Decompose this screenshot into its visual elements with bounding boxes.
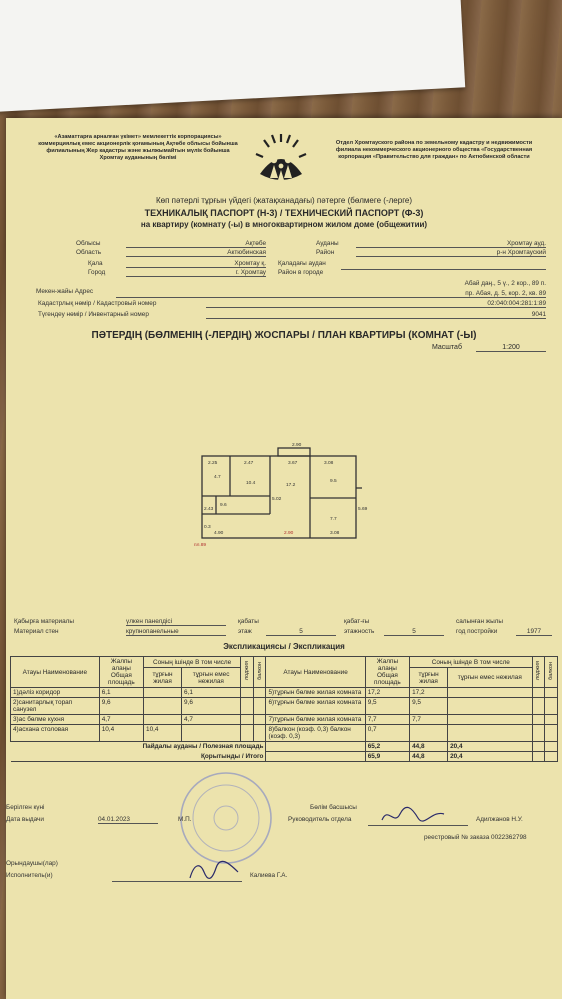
left-row-nonliving xyxy=(182,725,241,742)
useful-area-living: 44,8 xyxy=(410,742,448,752)
col-balcony-header: балкон xyxy=(256,662,263,680)
right-row-living: 9,5 xyxy=(410,698,448,715)
useful-area-label: Пайдалы ауданы / Полезная площадь xyxy=(11,742,266,752)
col-nonliving-header-2: тұрғын емес нежилая xyxy=(448,668,532,688)
plan-dim-11: 2.43 xyxy=(204,507,214,512)
scale-value: 1:200 xyxy=(476,344,546,352)
left-row-total: 6,1 xyxy=(99,688,143,698)
right-row-name: 7)тұрғын бөлме жилая комната xyxy=(266,715,365,725)
left-row-name: 2)санитарлық торап санузел xyxy=(11,698,100,715)
title-line-2: ТЕХНИКАЛЫҚ ПАСПОРТ (Н-3) / ТЕХНИЧЕСКИЙ ПАСПОРТ (Ф-3) xyxy=(144,208,424,218)
inventory-label: Түгендеу нөмір / Инвентарный номер xyxy=(38,311,149,318)
left-row-total: 4,7 xyxy=(99,715,143,725)
floor-value: 5 xyxy=(266,628,336,636)
address-label: Мекен-жайы Адрес xyxy=(36,288,94,295)
left-row-total: 10,4 xyxy=(99,725,143,742)
wall-kz-label: Қабырға материалы xyxy=(14,618,74,625)
table-row xyxy=(11,715,558,725)
explication-title: Экспликациясы / Экспликация xyxy=(223,642,345,651)
issued-date-value: 04.01.2023 xyxy=(98,816,158,824)
floors-ru-label: этажность xyxy=(344,628,375,635)
plan-dim-9: 7.7 xyxy=(330,517,337,522)
inventory-value: 9041 xyxy=(206,311,546,319)
table-row xyxy=(11,688,558,698)
oblast-label: Область xyxy=(76,249,102,256)
plan-dim-3: 3.67 xyxy=(288,461,298,466)
plan-dim-13: 4.90 xyxy=(214,531,224,536)
address-kz-value: Абай даң., 5 ү., 2 кор., 89 п. xyxy=(464,280,546,287)
useful-area-row xyxy=(11,742,558,752)
plan-dim-6: 10.4 xyxy=(246,481,256,486)
header-left-text: «Азаматтарға арналған үкімет» мемлекеттік корпорациясы» коммерциялық емес акционерлік қоғамының Ақтөбе облысы бойынша филиалының Жер кадастры және жылжымайтын мүлік бойынша Хромтау ауданының бөлімі xyxy=(38,134,238,161)
right-row-name: 8)балкон (коэф. 0,3) балкон (коэф. 0,3) xyxy=(266,725,365,742)
plan-dim-15: 5.69 xyxy=(358,507,368,512)
title-line-3: на квартиру (комнату (-ы) в многоквартирном жилом доме (общежитии) xyxy=(140,220,428,229)
right-row-name: 5)тұрғын бөлме жилая комната xyxy=(266,688,365,698)
left-row-living xyxy=(144,715,182,725)
total-nonliving: 20,4 xyxy=(448,752,532,762)
plan-dim-12: 0.3 xyxy=(204,525,211,530)
sun-family-logo-icon xyxy=(250,130,312,190)
col-living-header: тұрғын жилая xyxy=(144,668,182,688)
col-loggia-header: лоджия xyxy=(243,661,250,681)
gorod-label: Город xyxy=(88,269,106,276)
cadastral-label: Кадастрлық нөмір / Кадастровый номер xyxy=(38,300,157,307)
plan-dim-14: 5.02 xyxy=(272,497,282,502)
year-ru-label: год постройки xyxy=(456,628,498,635)
technical-passport-page xyxy=(6,118,562,999)
left-row-name: 1)дәліз коридор xyxy=(11,688,100,698)
right-row-total: 7,7 xyxy=(365,715,409,725)
kala-label: Қала xyxy=(88,260,103,267)
plan-dim-5: 4.7 xyxy=(214,475,221,480)
plan-dim-10: 9.6 xyxy=(220,503,227,508)
wall-ru-label: Материал стен xyxy=(14,628,59,635)
raion-v-gorode-line xyxy=(341,268,546,270)
wall-kz-value: үлкен панелдісі xyxy=(126,618,226,626)
kaladagy-label: Қаладағы аудан xyxy=(278,260,326,267)
year-value: 1977 xyxy=(516,628,552,636)
plan-dim-7: 17.2 xyxy=(286,483,296,488)
useful-area-total: 65,2 xyxy=(365,742,409,752)
right-row-total: 9,5 xyxy=(365,698,409,715)
col-balcony-header-2: балкон xyxy=(548,662,555,680)
exec-ru-label: Исполнитель(и) xyxy=(6,872,53,879)
floors-kz-label: қабат-ғы xyxy=(344,618,370,625)
right-row-total: 0,7 xyxy=(365,725,409,742)
total-area: 65,9 xyxy=(365,752,409,762)
gorod-ru-value: г. Хромтау xyxy=(126,269,266,277)
wall-ru-value: крупнопанельные xyxy=(126,628,226,636)
issued-ru-label: Дата выдачи xyxy=(6,816,44,823)
right-row-living: 17,2 xyxy=(410,688,448,698)
floor-kz-label: қабаты xyxy=(238,618,259,625)
total-row xyxy=(11,752,558,762)
right-row-nonliving xyxy=(448,715,532,725)
left-row-living: 10,4 xyxy=(144,725,182,742)
gorod-kz-value: Хромтау қ. xyxy=(126,260,266,268)
useful-area-nonliving: 20,4 xyxy=(448,742,532,752)
raion-v-gorode-label: Район в городе xyxy=(278,269,324,276)
plan-dim-2: 2.47 xyxy=(244,461,254,466)
right-row-name: 6)тұрғын бөлме жилая комната xyxy=(266,698,365,715)
floor-plan-drawing xyxy=(192,440,368,550)
mp-label: М.П. xyxy=(178,816,192,823)
oblast-ru-value: Актюбинская xyxy=(126,249,266,257)
scale-label: Масштаб xyxy=(432,344,462,351)
col-incl-header: Соның ішінде В том числе xyxy=(144,657,241,668)
left-row-name: 4)асхана столовая xyxy=(11,725,100,742)
col-name-header: Атауы Наименование xyxy=(11,657,100,688)
left-row-nonliving: 4,7 xyxy=(182,715,241,725)
exec-signature-icon xyxy=(186,858,242,884)
explication-table xyxy=(10,656,558,762)
right-row-nonliving xyxy=(448,698,532,715)
plan-dim-17: 2.90 xyxy=(284,531,294,536)
left-row-nonliving: 6,1 xyxy=(182,688,241,698)
right-row-living xyxy=(410,725,448,742)
floor-ru-label: этаж xyxy=(238,628,252,635)
head-ru-label: Руководитель отдела xyxy=(288,816,352,823)
col-incl-header-2: Соның ішінде В том числе xyxy=(410,657,532,668)
plan-dim-16: 3.08 xyxy=(330,531,340,536)
cadastral-value: 02:040:004:281:1:89 xyxy=(206,300,546,308)
table-row xyxy=(11,725,558,742)
head-name: Адилжанов Н.У. xyxy=(476,816,523,823)
total-living: 44,8 xyxy=(410,752,448,762)
raion-kz-value: Хромтау ауд. xyxy=(356,240,546,248)
col-nonliving-header: тұрғын емес нежилая xyxy=(182,668,241,688)
plan-title: ПӘТЕРДІҢ (БӨЛМЕНІҢ (-ЛЕРДІҢ) ЖОСПАРЫ / ПЛАН КВАРТИРЫ (КОМНАТ (-Ы) xyxy=(91,330,477,341)
left-row-living xyxy=(144,688,182,698)
total-label: Қорытынды / Итого xyxy=(11,752,266,762)
left-row-total: 9,6 xyxy=(99,698,143,715)
oblast-kz-value: Ақтөбе xyxy=(126,240,266,248)
header-right-text: Отдел Хромтауского района по земельному кадастру и недвижимости филиала некоммерческого акционерного общества «Государственная корпорация «Правительство для граждан» по Актюбинской области xyxy=(335,140,533,160)
right-row-nonliving xyxy=(448,688,532,698)
col-total-header-2: Жалпы алаңы Общая площадь xyxy=(365,657,409,688)
oblys-label: Облысы xyxy=(76,240,101,247)
registry-number: реестровый № заказа 0022362798 xyxy=(424,834,527,841)
plan-dim-4: 3.08 xyxy=(324,461,334,466)
col-living-header-2: тұрғын жилая xyxy=(410,668,448,688)
head-signature-icon xyxy=(378,802,448,828)
audany-label: Ауданы xyxy=(316,240,339,247)
right-row-nonliving xyxy=(448,725,532,742)
right-row-living: 7,7 xyxy=(410,715,448,725)
floors-value: 5 xyxy=(384,628,444,636)
plan-dim-0: 2.90 xyxy=(292,443,302,448)
raion-label: Район xyxy=(316,249,335,256)
exec-name: Калиева Г.А. xyxy=(250,872,288,879)
col-total-header: Жалпы алаңы Общая площадь xyxy=(99,657,143,688)
table-row xyxy=(11,698,558,715)
head-kz-label: Бөлім басшысы xyxy=(310,804,357,811)
plan-dim-1: 2.25 xyxy=(208,461,218,466)
col-name-header-2: Атауы Наименование xyxy=(266,657,365,688)
address-ru-value: пр. Абая, д. 5, кор. 2, кв. 89 xyxy=(116,290,546,298)
right-row-total: 17,2 xyxy=(365,688,409,698)
plan-dim-18: пл.89 xyxy=(194,543,207,548)
left-row-nonliving: 9,6 xyxy=(182,698,241,715)
left-row-living xyxy=(144,698,182,715)
title-line-1: Көп пәтерлі тұрғын үйдегі (жатақханадағы) пәтерге (бөлмеге (-лерге) xyxy=(155,196,413,205)
exec-kz-label: Орындаушы(лар) xyxy=(6,860,58,867)
issued-kz-label: Берілген күні xyxy=(6,804,45,811)
raion-ru-value: р-н Хромтауский xyxy=(356,249,546,257)
plan-dim-8: 9.5 xyxy=(330,479,337,484)
col-loggia-header-2: лоджия xyxy=(535,661,542,681)
year-kz-label: салынған жылы xyxy=(456,618,503,625)
left-row-name: 3)ас бөлме кухня xyxy=(11,715,100,725)
